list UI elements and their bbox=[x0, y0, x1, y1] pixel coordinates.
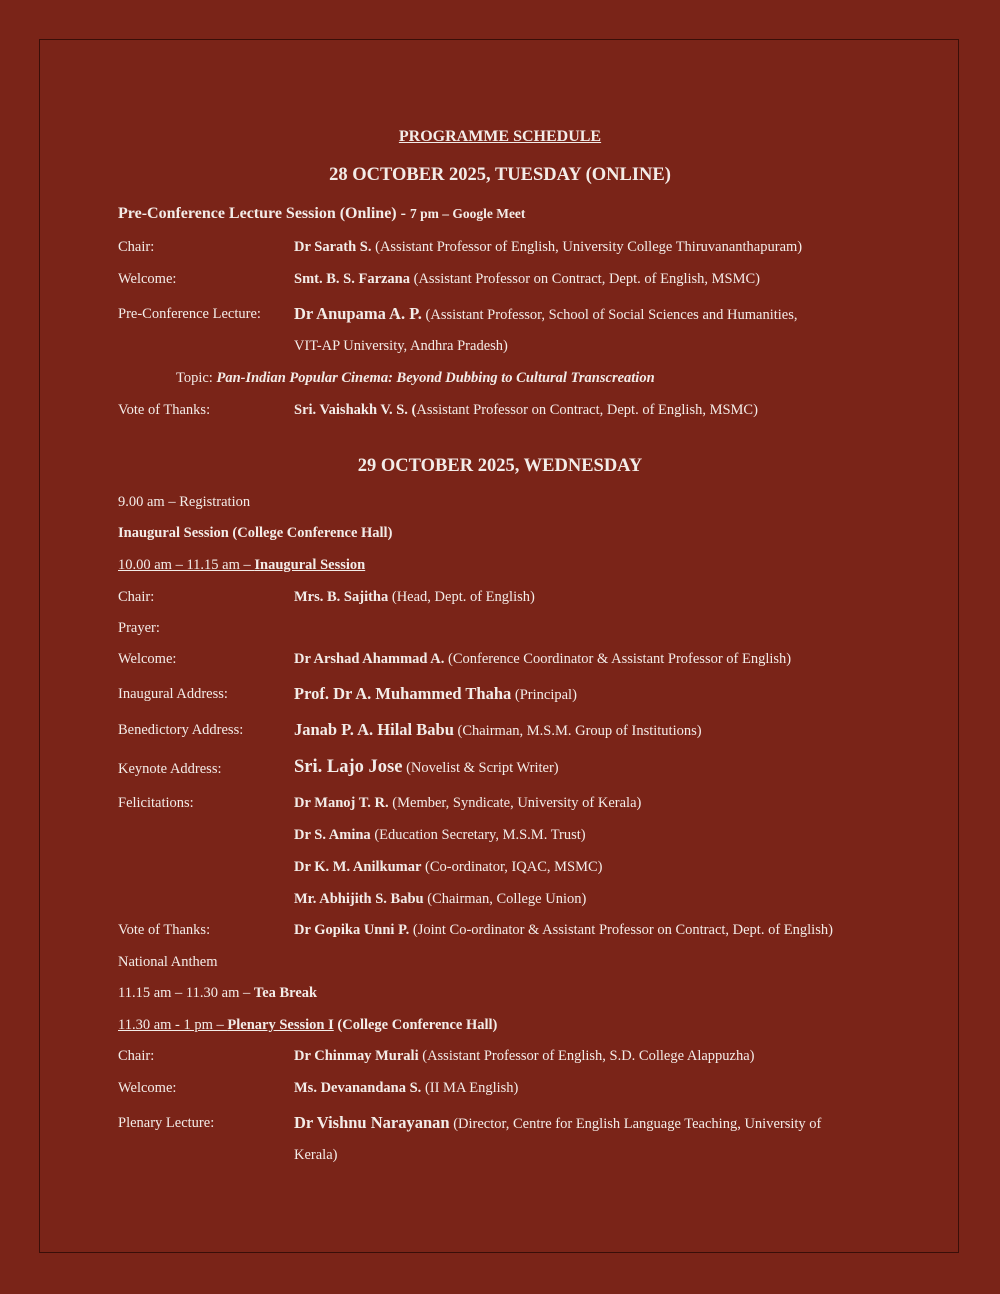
plenary-welcome-label: Welcome: bbox=[118, 1080, 177, 1096]
day1-chair-label: Chair: bbox=[118, 239, 155, 255]
plenary-welcome: Ms. Devanandana S. (II MA English) bbox=[294, 1080, 519, 1096]
day2-keynote-address: Sri. Lajo Jose (Novelist & Script Writer) bbox=[294, 757, 559, 777]
day1-lecture: Dr Anupama A. P. (Assistant Professor, School of Social Sciences and Humanities, bbox=[294, 304, 798, 323]
day1-vote-label: Vote of Thanks: bbox=[118, 402, 211, 418]
day2-anthem: National Anthem bbox=[118, 954, 218, 970]
felicitation-item: Dr S. Amina (Education Secretary, M.S.M. Trust) bbox=[294, 827, 586, 843]
day1-chair: Dr Sarath S. (Assistant Professor of English, University College Thiruvananthapuram) bbox=[294, 239, 803, 255]
day2-tea-break: 11.15 am – 11.30 am – Tea Break bbox=[118, 985, 318, 1001]
plenary-lecture-label: Plenary Lecture: bbox=[118, 1115, 215, 1131]
day1-welcome-label: Welcome: bbox=[118, 271, 177, 287]
day2-vote: Dr Gopika Unni P. (Joint Co-ordinator & Assistant Professor on Contract, Dept. of English) bbox=[294, 922, 833, 938]
day2-inaugural-time: 10.00 am – 11.15 am – Inaugural Session bbox=[118, 557, 366, 573]
day2-vote-label: Vote of Thanks: bbox=[118, 922, 211, 938]
day2-welcome-label: Welcome: bbox=[118, 651, 177, 667]
day2-welcome: Dr Arshad Ahammad A. (Conference Coordinator & Assistant Professor of English) bbox=[294, 651, 792, 667]
day2-inaugural-address: Prof. Dr A. Muhammed Thaha (Principal) bbox=[294, 684, 577, 703]
plenary-chair-label: Chair: bbox=[118, 1048, 155, 1064]
day2-inaugural-label: Inaugural Address: bbox=[118, 686, 228, 702]
plenary-lecture: Dr Vishnu Narayanan (Director, Centre for English Language Teaching, University of bbox=[294, 1113, 822, 1132]
day2-keynote-label: Keynote Address: bbox=[118, 761, 222, 777]
day2-heading: 29 OCTOBER 2025, WEDNESDAY bbox=[357, 456, 643, 476]
day2-benedictory-address: Janab P. A. Hilal Babu (Chairman, M.S.M. Group of Institutions) bbox=[294, 720, 702, 739]
day2-prayer-label: Prayer: bbox=[118, 620, 160, 636]
felicitation-item: Dr Manoj T. R. (Member, Syndicate, University of Kerala) bbox=[294, 795, 642, 811]
plenary-lecture-desc2: Kerala) bbox=[294, 1147, 338, 1163]
day2-plenary-title: 11.30 am - 1 pm – Plenary Session I (College Conference Hall) bbox=[118, 1017, 498, 1033]
day1-welcome: Smt. B. S. Farzana (Assistant Professor on Contract, Dept. of English, MSMC) bbox=[294, 271, 760, 287]
day1-session-title: Pre-Conference Lecture Session (Online) - 7 pm – Google Meet bbox=[118, 205, 526, 222]
schedule-title: PROGRAMME SCHEDULE bbox=[398, 128, 602, 145]
felicitation-item: Dr K. M. Anilkumar (Co-ordinator, IQAC, MSMC) bbox=[294, 859, 603, 875]
day2-chair-label: Chair: bbox=[118, 589, 155, 605]
day2-benedictory-label: Benedictory Address: bbox=[118, 722, 244, 738]
day2-felicitations-label: Felicitations: bbox=[118, 795, 194, 811]
day1-heading: 28 OCTOBER 2025, TUESDAY (ONLINE) bbox=[329, 165, 671, 185]
day1-lecture-desc2: VIT-AP University, Andhra Pradesh) bbox=[294, 338, 508, 354]
plenary-chair: Dr Chinmay Murali (Assistant Professor of English, S.D. College Alappuzha) bbox=[294, 1048, 755, 1064]
day2-registration: 9.00 am – Registration bbox=[118, 494, 251, 510]
day1-lecture-label: Pre-Conference Lecture: bbox=[118, 306, 261, 322]
felicitation-item: Mr. Abhijith S. Babu (Chairman, College Union) bbox=[294, 891, 587, 907]
day2-inaugural-title: Inaugural Session (College Conference Hall) bbox=[118, 525, 393, 541]
day1-vote: Sri. Vaishakh V. S. (Assistant Professor on Contract, Dept. of English, MSMC) bbox=[294, 402, 758, 418]
day1-topic: Topic: Pan-Indian Popular Cinema: Beyond Dubbing to Cultural Transcreation bbox=[176, 370, 655, 386]
day2-chair: Mrs. B. Sajitha (Head, Dept. of English) bbox=[294, 589, 535, 605]
